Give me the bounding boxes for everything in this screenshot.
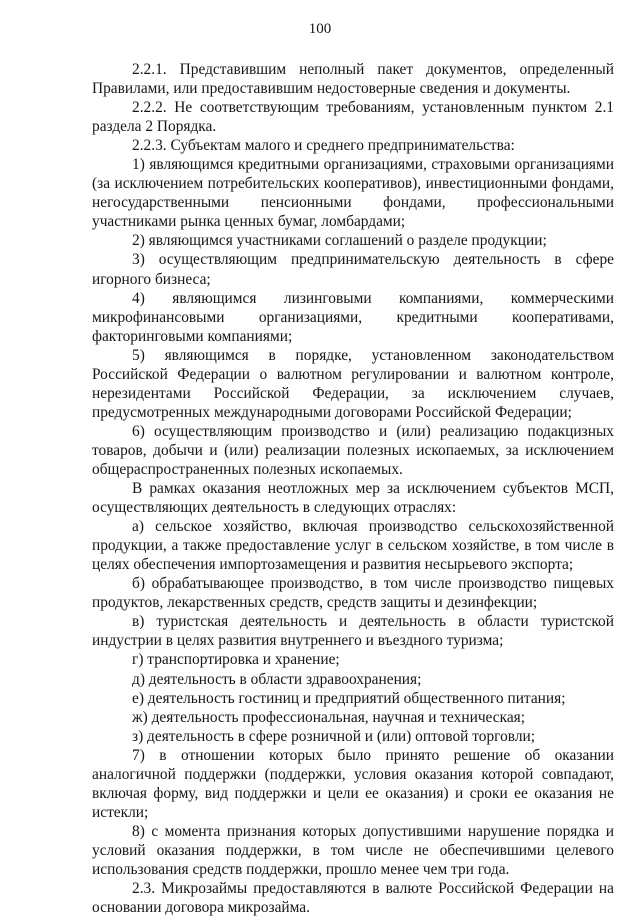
- page-number: 100: [308, 21, 332, 37]
- list-item-d: д) деятельность в области здравоохранения;: [132, 670, 422, 688]
- list-item-e: е) деятельность гостиниц и предприятий общественного питания;: [132, 689, 566, 707]
- list-item-v: в) туристская деятельность и деятельность в области туристской индустрии в целях развития внутреннего и въездного туризма;: [92, 613, 614, 650]
- list-item-zh: ж) деятельность профессиональная, научная и техническая;: [132, 708, 526, 726]
- paragraph-2-2-1: 2.2.1. Представившим неполный пакет документов, определенный Правилами, или предоставившим недостоверные сведения и документы.: [92, 61, 614, 98]
- paragraph-urgent-measures: В рамках оказания неотложных мер за исключением субъектов МСП, осуществляющих деятельность в следующих отраслях:: [92, 480, 614, 517]
- list-item-8: 8) с момента признания которых допустившими нарушение порядка и условий оказания поддержки, в том числе не обеспечившими целевого использования средств поддержки, прошло менее чем три года.: [92, 822, 614, 878]
- list-item-g: г) транспортировка и хранение;: [132, 651, 340, 669]
- list-item-5: 5) являющимся в порядке, установленном законодательством Российской Федерации о валютном регулировании и валютном контроле, нерезидентами Российской Федерации, за исключением случаев, предусмотренных международными договорами Российской Федерации;: [92, 346, 614, 421]
- paragraph-2-2-2: 2.2.2. Не соответствующим требованиям, установленным пунктом 2.1 раздела 2 Порядка.: [92, 99, 614, 136]
- list-item-a: а) сельское хозяйство, включая производство сельскохозяйственной продукции, а также предоставление услуг в сельском хозяйстве, в том числе в целях обеспечения импортозамещения и развития несырьевого экспорта;: [92, 518, 614, 574]
- list-item-4: 4) являющимся лизинговыми компаниями, коммерческими микрофинансовыми организациями, кредитными кооперативами, факторинговыми компаниями;: [92, 289, 614, 345]
- paragraph-2-2-3: 2.2.3. Субъектам малого и среднего предпринимательства:: [132, 137, 515, 155]
- paragraph-2-3: 2.3. Микрозаймы предоставляются в валюте Российской Федерации на основании договора микрозайма.: [92, 880, 614, 917]
- list-item-3: 3) осуществляющим предпринимательскую деятельность в сфере игорного бизнеса;: [92, 251, 614, 288]
- list-item-1: 1) являющимся кредитными организациями, страховыми организациями (за исключением потребительских кооперативов), инвестиционными фондами, негосударственными пенсионными фондами, профессиональными участниками рынка ценных бумаг, ломбардами;: [92, 156, 614, 231]
- list-item-6: 6) осуществляющим производство и (или) реализацию подакцизных товаров, добычи и (или) реализации полезных ископаемых, за исключением общераспространенных полезных ископаемых.: [92, 422, 614, 478]
- list-item-b: б) обрабатывающее производство, в том числе производство пищевых продуктов, лекарственных средств, средств защиты и дезинфекции;: [92, 575, 614, 612]
- list-item-7: 7) в отношении которых было принято решение об оказании аналогичной поддержки (поддержки, условия оказания которой совпадают, включая форму, вид поддержки и цели ее оказания) и сроки ее оказания не истекли;: [92, 746, 614, 821]
- list-item-z: з) деятельность в сфере розничной и (или) оптовой торговли;: [132, 727, 536, 745]
- document-body: [92, 60, 614, 917]
- list-item-2: 2) являющимся участниками соглашений о разделе продукции;: [132, 232, 547, 250]
